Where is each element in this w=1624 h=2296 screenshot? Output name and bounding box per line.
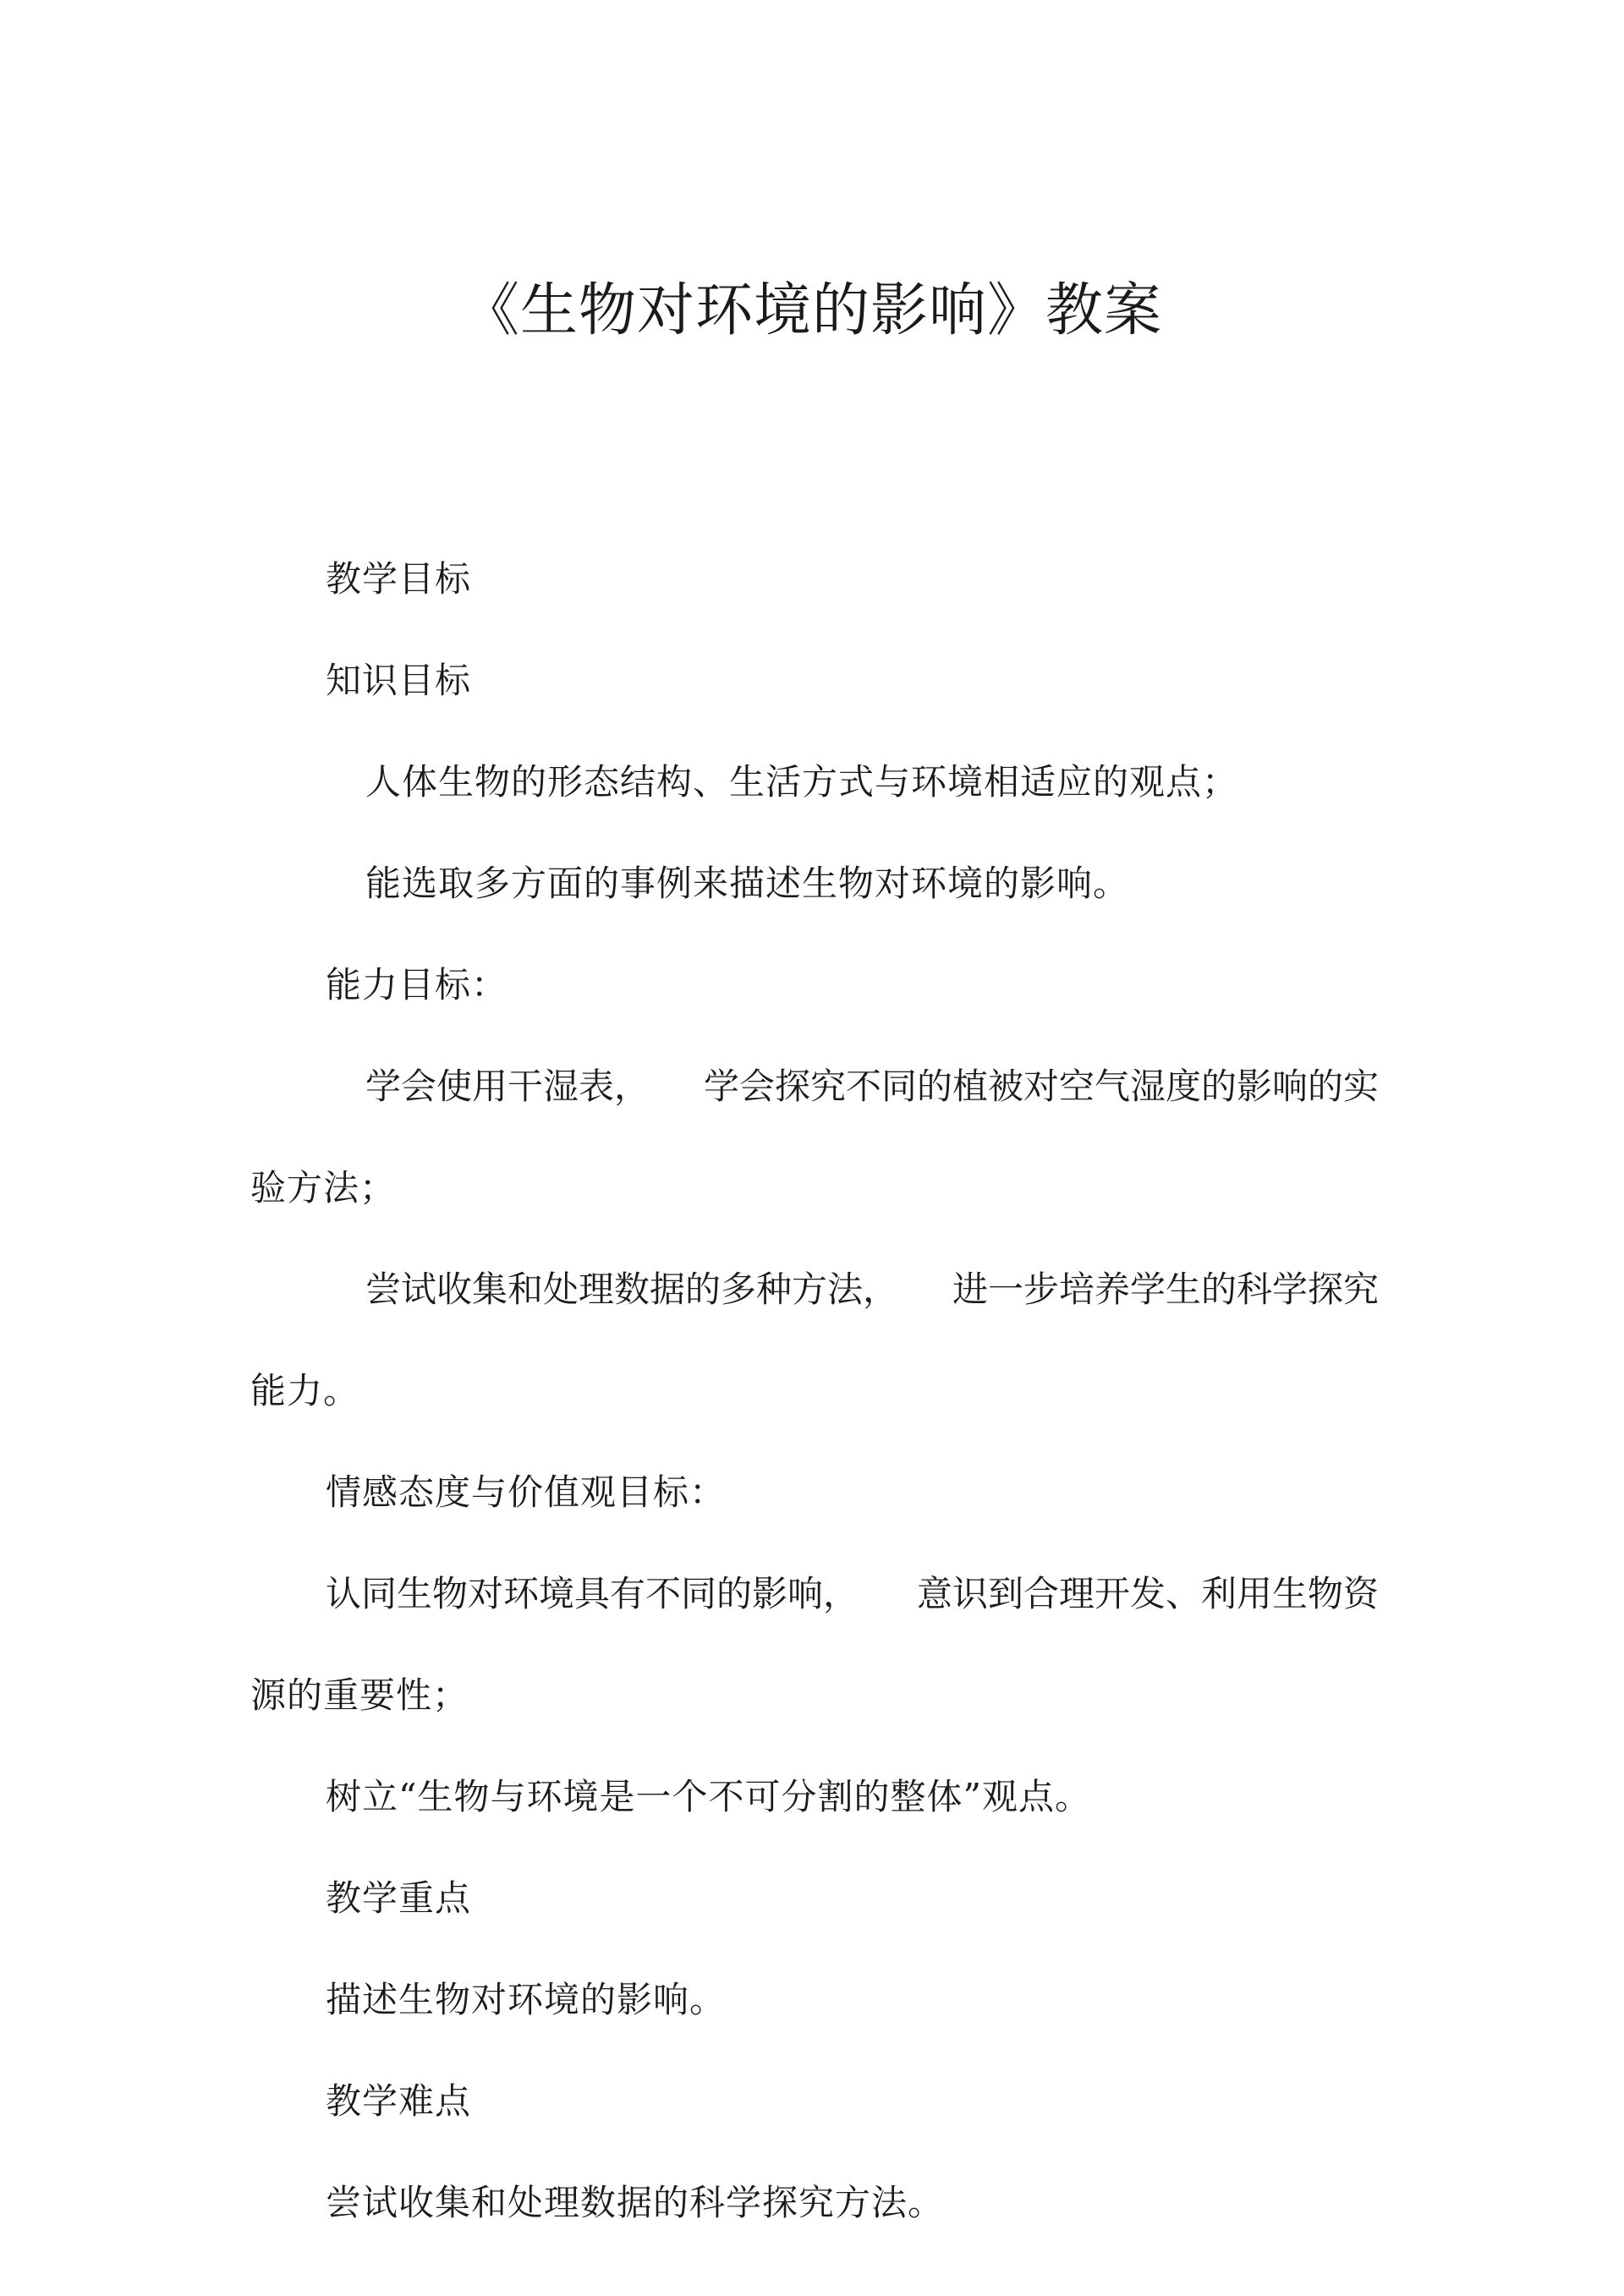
paragraph-ability-2-line-1 (365, 1264, 1379, 1315)
paragraph-knowledge-2: 能选取多方面的事例来描述生物对环境的影响。 (365, 863, 1130, 904)
paragraph-knowledge-1: 人体生物的形态结构、生活方式与环境相适应的观点； (365, 761, 1239, 803)
paragraph-ability-2-part-a: 尝试收集和处理数据的多种方法， (365, 1269, 899, 1310)
paragraph-ability-2-line-2: 能力。 (250, 1370, 360, 1411)
paragraph-difficulties: 尝试收集和处理数据的科学探究方法。 (326, 2182, 945, 2223)
paragraph-ability-1-part-a: 学会使用干湿表， (365, 1066, 650, 1107)
heading-key-points: 教学重点 (326, 1877, 472, 1919)
heading-difficulties: 教学难点 (326, 2080, 472, 2122)
paragraph-emotion-2: 树立“生物与环境是一个不可分割的整体”观点。 (326, 1776, 1091, 1817)
heading-knowledge-objectives: 知识目标 (326, 660, 472, 701)
paragraph-emotion-1-part-a: 认同生物对环境具有不同的影响， (326, 1573, 859, 1614)
paragraph-emotion-1-line-2: 源的重要性； (250, 1674, 469, 1716)
paragraph-ability-1-line-2: 验方法； (250, 1167, 397, 1208)
heading-emotion-objectives: 情感态度与价值观目标： (326, 1471, 727, 1513)
heading-teaching-objectives: 教学目标 (326, 558, 472, 600)
paragraph-emotion-1-line-1 (326, 1569, 1379, 1619)
paragraph-ability-1-line-1 (365, 1061, 1379, 1112)
paragraph-key-points: 描述生物对环境的影响。 (326, 1979, 727, 2020)
heading-ability-objectives: 能力目标： (326, 964, 508, 1006)
paragraph-emotion-1-part-b: 意识到合理开发、利用生物资 (916, 1573, 1379, 1614)
paragraph-ability-2-part-b: 进一步培养学生的科学探究 (952, 1269, 1379, 1310)
paragraph-ability-1-part-b: 学会探究不同的植被对空气湿度的影响的实 (703, 1066, 1379, 1107)
page-title: 《生物对环境的影响》教案 (461, 277, 1162, 344)
